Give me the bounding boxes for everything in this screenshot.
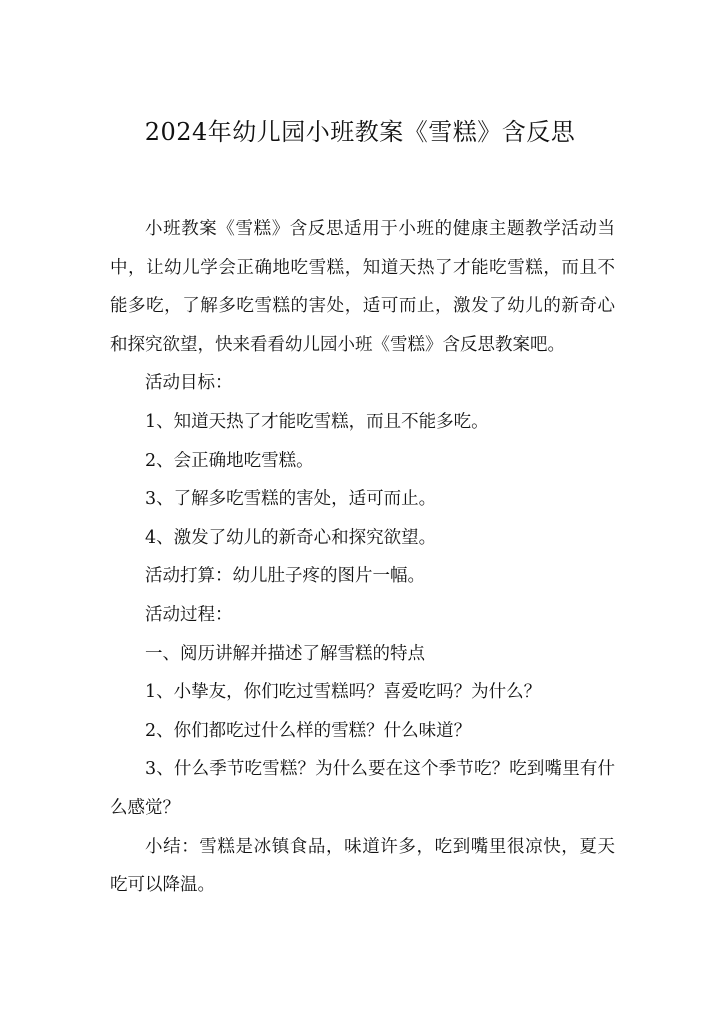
process-heading: 活动过程： bbox=[145, 604, 233, 625]
process-question: 2、你们都吃过什么样的雪糕？什么味道？ bbox=[145, 720, 472, 741]
objective-item: 3、了解多吃雪糕的害处，适可而止。 bbox=[145, 489, 437, 510]
objective-item: 4、激发了幼儿的新奇心和探究欲望。 bbox=[145, 527, 437, 548]
preparation-paragraph: 活动打算：幼儿肚子疼的图片一幅。 bbox=[145, 566, 425, 587]
objective-item: 1、知道天热了才能吃雪糕，而且不能多吃。 bbox=[145, 411, 489, 432]
summary-paragraph: 小结：雪糕是冰镇食品，味道许多，吃到嘴里很凉快，夏天吃可以降温。 bbox=[110, 836, 615, 896]
document-body bbox=[110, 210, 615, 905]
objective-item: 2、会正确地吃雪糕。 bbox=[145, 450, 314, 471]
document-title: 2024年幼儿园小班教案《雪糕》含反思 bbox=[144, 118, 576, 146]
objectives-heading: 活动目标： bbox=[145, 373, 233, 394]
process-question: 3、什么季节吃雪糕？为什么要在这个季节吃？吃到嘴里有什么感觉？ bbox=[110, 759, 615, 818]
process-section-heading: 一、阅历讲解并描述了解雪糕的特点 bbox=[145, 643, 425, 664]
intro-paragraph: 小班教案《雪糕》含反思适用于小班的健康主题教学活动当中，让幼儿学会正确地吃雪糕，知道天热了才能吃雪糕，而且不能多吃，了解多吃雪糕的害处，适可而止，激发了幼儿的新奇心和探究欲望，快来看看幼儿园小班《雪糕》含反思教案吧。 bbox=[110, 219, 615, 355]
process-question: 1、小挚友，你们吃过雪糕吗？喜爱吃吗？为什么？ bbox=[145, 682, 542, 703]
